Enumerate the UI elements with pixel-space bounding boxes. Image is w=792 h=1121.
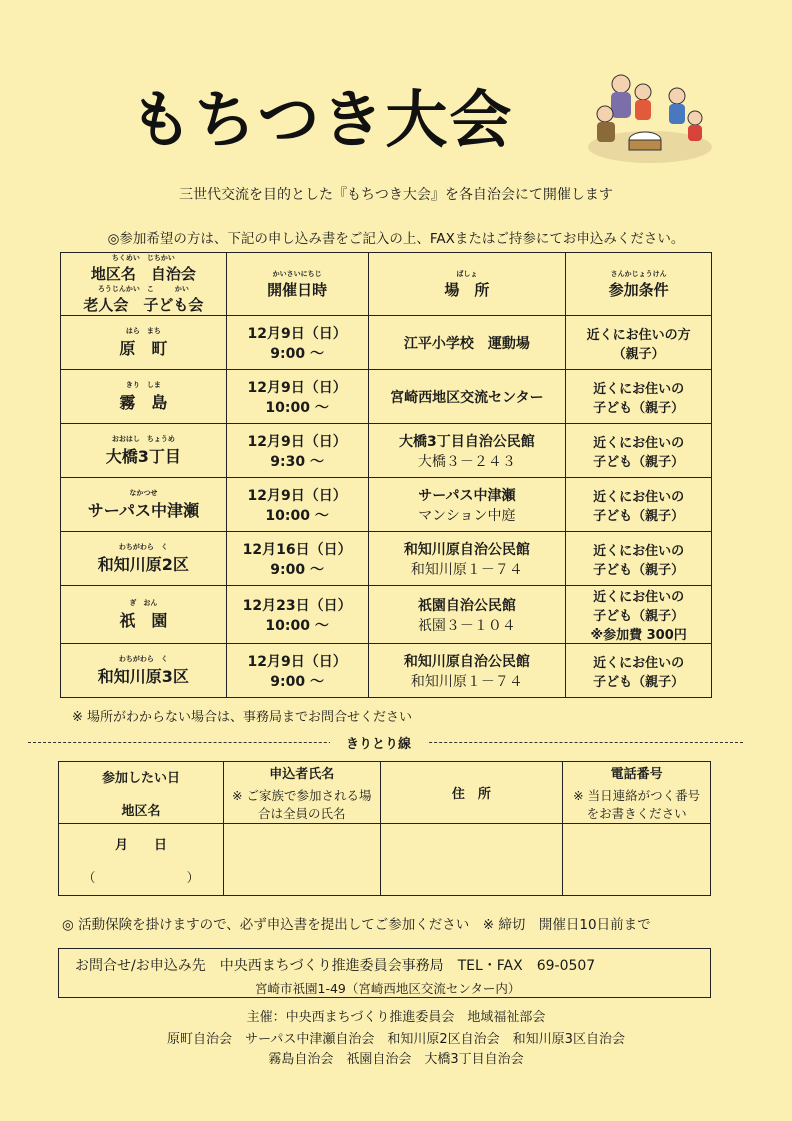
table-row bbox=[61, 424, 712, 478]
row-place: 宮崎西地区交流センター bbox=[368, 370, 566, 424]
row-area: はら まち 原 町 bbox=[61, 316, 227, 370]
row-date: 12月9日（日） 9:30 ～ bbox=[226, 424, 368, 478]
sponsor: 主催：中央西まちづくり推進委員会 地域福祉部会 bbox=[246, 1010, 546, 1025]
contact-box bbox=[58, 948, 711, 998]
row-date: 12月9日（日） 10:00 ～ bbox=[226, 370, 368, 424]
header-condition: さんかじょうけん 参加条件 bbox=[566, 253, 712, 316]
row-date: 12月9日（日） 9:00 ～ bbox=[226, 316, 368, 370]
form-header-date-area: 参加したい日 地区名 bbox=[59, 762, 224, 824]
row-date: 12月16日（日） 9:00 ～ bbox=[226, 532, 368, 586]
form-address-field[interactable] bbox=[380, 824, 563, 896]
contact-line-2: 宮崎市祇園1-49（宮崎西地区交流センター内） bbox=[255, 981, 521, 996]
table-note: ※ 場所がわからない場合は、事務局までお問合せください bbox=[72, 710, 413, 725]
form-header-name: 申込者氏名 ※ ご家族で参加される場合は全員の氏名 bbox=[223, 762, 380, 824]
row-date: 12月9日（日） 9:00 ～ bbox=[226, 644, 368, 698]
table-row bbox=[61, 586, 712, 644]
table-row bbox=[61, 644, 712, 698]
row-condition: 近くにお住いの 子ども（親子） bbox=[566, 424, 712, 478]
cut-line-label: きりとり線 bbox=[330, 733, 427, 752]
row-area: なかつせ サーパス中津瀬 bbox=[61, 478, 227, 532]
form-phone-field[interactable] bbox=[563, 824, 711, 896]
row-condition: 近くにお住いの 子ども（親子） bbox=[566, 370, 712, 424]
row-place: 祇園自治公民館 祇園３－１０４ bbox=[368, 586, 566, 644]
row-place: 和知川原自治公民館 和知川原１－７４ bbox=[368, 532, 566, 586]
form-name-field[interactable] bbox=[223, 824, 380, 896]
form-header-address: 住 所 bbox=[380, 762, 563, 824]
header-area: ちくめい じちかい 地区名 自治会 ろうじんかい こ かい 老人会 子ども会 bbox=[61, 253, 227, 316]
insurance-notice: ◎ 活動保険を掛けますので、必ず申込書を提出してご参加ください ※ 締切 開催日10日前まで bbox=[62, 917, 651, 933]
form-date-field[interactable]: 月 日 （ ） bbox=[59, 824, 224, 896]
row-area: きり しま 霧 島 bbox=[61, 370, 227, 424]
page-title: もちつき大会 bbox=[130, 83, 514, 156]
form-header-phone: 電話番号 ※ 当日連絡がつく番号をお書きください bbox=[563, 762, 711, 824]
table-row bbox=[61, 316, 712, 370]
row-condition: 近くにお住いの 子ども（親子） bbox=[566, 532, 712, 586]
row-place: サーパス中津瀬 マンション中庭 bbox=[368, 478, 566, 532]
header-place: ばしょ 場 所 bbox=[368, 253, 566, 316]
row-place: 江平小学校 運動場 bbox=[368, 316, 566, 370]
row-place: 大橋3丁目自治公民館 大橋３－２４３ bbox=[368, 424, 566, 478]
row-area: わちがわら く 和知川原2区 bbox=[61, 532, 227, 586]
header-date: かいさいにちじ 開催日時 bbox=[226, 253, 368, 316]
row-date: 12月9日（日） 10:00 ～ bbox=[226, 478, 368, 532]
row-condition: 近くにお住いの 子ども（親子） bbox=[566, 478, 712, 532]
table-header-row bbox=[61, 253, 712, 316]
application-form bbox=[58, 761, 711, 896]
row-condition: 近くにお住いの方 （親子） bbox=[566, 316, 712, 370]
footer-line-1: 原町自治会 サーパス中津瀬自治会 和知川原2区自治会 和知川原3区自治会 bbox=[167, 1032, 625, 1047]
row-area: わちがわら く 和知川原3区 bbox=[61, 644, 227, 698]
footer-line-2: 霧島自治会 祇園自治会 大橋3丁目自治会 bbox=[268, 1052, 524, 1067]
table-row bbox=[61, 478, 712, 532]
contact-line-1: お問合せ/お申込み先 中央西まちづくり推進委員会事務局 TEL・FAX 69-0507 bbox=[75, 958, 596, 974]
row-area: おおはし ちょうめ 大橋3丁目 bbox=[61, 424, 227, 478]
intro-line-2: ◎参加希望の方は、下記の申し込み書をご記入の上、FAXまたはご持参にてお申込みください。 bbox=[107, 231, 685, 247]
row-area: ぎ おん 祇 園 bbox=[61, 586, 227, 644]
mochitsuki-illustration bbox=[585, 62, 715, 167]
row-condition: 近くにお住いの 子ども（親子） ※参加費 300円 bbox=[566, 586, 712, 644]
table-row bbox=[61, 532, 712, 586]
row-place: 和知川原自治公民館 和知川原１－７４ bbox=[368, 644, 566, 698]
row-date: 12月23日（日） 10:00 ～ bbox=[226, 586, 368, 644]
intro-line-1: 三世代交流を目的とした『もちつき大会』を各自治会にて開催します bbox=[179, 187, 613, 203]
schedule-table bbox=[60, 252, 712, 698]
table-row bbox=[61, 370, 712, 424]
row-condition: 近くにお住いの 子ども（親子） bbox=[566, 644, 712, 698]
